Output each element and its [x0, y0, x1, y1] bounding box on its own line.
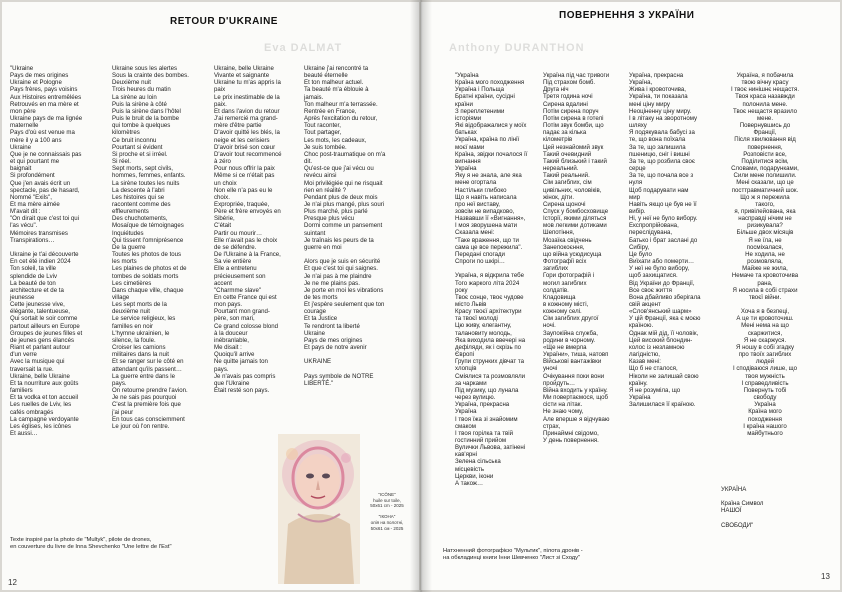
page-title: RETOUR D'UKRAINE [170, 16, 278, 27]
poem-ending: УКРАЇНА Країна Символ НАШОЇ СВОБОДИ" [721, 486, 764, 529]
poem-column-3: Ukraine, belle Ukraine Vivante et saignante Ukraine tu m'as appris la paix Le prix inestimable de la paix. Et dans l'avion du retour J'ai remercié ma grand- mère d'être partie D'avoir quitté les blés, la neige et les cerisiers D'avoir brisé son cœur D'avoir tout recommencé à zéro Pour nous offrir la paix Même si ce n'était pas un choix Non elle n'a pas eu le choix. Expropriée, traquée, Père et frère envoyés en Sibérie, C'était Partir ou mourir… Elle n'avait pas le choix de se défendre. De l'Ukraine à la France, Sa vie entière Elle a entretenu précieusement son accent "Charmme slave" En cette France qui est mon pays. Pourtant mon grand- père, son mari, Ce grand colosse blond à la douceur inébranlable, Me disait : Quoiqu'il arrive Ne quitte jamais ton pays. Je n'avais pas compris que l'Ukraine Était resté son pays. [214, 65, 282, 395]
ghost-author-name: Anthony DURANTHON [449, 42, 585, 54]
poem-column-3: Україна, прекрасна Україна, Жива і кровоточива, Україна, ти показала мені ціну миру Неоціненну ціну миру. І в літаку на зворотному шляху Я подякувала бабусі за те, що вона поїхала За те, що залишила пшеницю, сніг і вишні За те, що розбила своє серце За те, що почала все з нуля Щоб подарувати нам мир Навіть якщо це був не її вибір. Ні, у неї не було вибору. Експропрійована, переслідувана, Батько і брат заслані до Сибіру, Це було Виїхати або померти… У неї не було вибору, щоб захищатися. Від України до Франції, Все своє життя Вона дбайливо зберігала свій акцент «Слов'янський шарм» У цій Франції, яка є моєю країною. Однак мій дід, її чоловік, Цей високий блондин- колос із незламною лагідністю, Казав мені: Що б не сталося, Ніколи не залишай свою країну. Я не розуміла, що Україна Залишилася її країною. [629, 72, 701, 409]
poem-column-1: "Ukraine Pays de mes origines Ukraine et Pologne Pays frères, pays voisins Aux Histoires entremêlées Retrouvés en ma mère et mon père Ukraine pays de ma lignée maternelle Pays d'où est venue ma mère il y a 100 ans Ukraine Que je ne connaissais pas et qui pourtant me baignait Si profondément Que j'en avais écrit un spectacle, pas de hasard, Nommé "Exils", Et ma mère aimée M'avait dit : "On dirait que c'est toi qui l'as vécu". Mémoires transmises Transpirations… Ukraine je t'ai découverte En cet été indien 2024 Ton soleil, ta ville splendide de Lviv La beauté de ton architecture et de ta jeunesse Cette jeunesse vive, élégante, talentueuse, Qui sortait le soir comme partout ailleurs en Europe Groupes de jeunes filles et de jeunes gens élancés Riant et parlant autour d'un verre Avec la musique qui traversait la rue. Ukraine, belle Ukraine Et ta nourriture aux goûts familiers Et ta vodka et ton accueil Les ruelles de Lviv, les cafés ombragés La campagne verdoyante Les églises, les icônes Et aussi… [10, 65, 83, 437]
icon-painting [278, 434, 360, 584]
poem-column-4: Україна, я побачила твою вічну красу І твоє нинішнє нещастя. Твоя краса назавжди полонила мене. Твоє нещастя вразило мене. Повернувшись до Франції, Після хвилювання від повернення, Розповісти все, Поділитися всім, Словами, подарунками, Сили мене полишили. Мені сказали, що це посттравматичний шок. Що ж я пережила такого, я, привілейована, яка насправді нічим не ризикувала? Більше двох місяців Я не їла, не посміхалася, Не ходила, не розмовляла, Майже не жила, Немаче та кровоточива рана, Я носила в собі страхи твоєї війни. Хоча я в безпеці, А це ти кровоточиш. Мені нема на що скаржитися, Я не скаржуся. Я ношу в собі згадку про твоїх загиблих людей І сподіваюся лише, що твоя мужність І справедливість Повернуть тобі свободу Україна Країна мого походження І країна нашого майбутнього [730, 72, 800, 437]
left-page [2, 2, 419, 590]
poem-column-4: Ukraine j'ai rencontré ta beauté éternelle Et ton malheur actuel. Ta beauté m'a éblouie à jamais. Ton malheur m'a terrassée. Rentrée en France, Après l'excitation du retour, Tout raconter, Tout partager, Les mots, les cadeaux, Je suis tombée. Choc post-traumatique on m'a dit. Qu'est-ce que j'ai vécu ou revécu ainsi Moi privilégiée qui ne risquait rien en réalité ? Pendant plus de deux mois Je n'ai plus mangé, plus souri Plus marché, plus parlé Presque plus vécu Dormi comme un pansement suintant Je traînais les peurs de ta guerre en moi Alors que je suis en sécurité Et que c'est toi qui saignes. Je n'ai pas à me plaindre Je ne me plains pas. Je porte en moi les vibrations de tes morts Et j'espère seulement que ton courage Et ta Justice Te rendront ta liberté Ukraine Pays de mes origines Et pays de notre avenir UKRAINE Pays symbole de NOTRE LIBERTÉ." [304, 65, 386, 387]
poem-column-2: Ukraine sous les alertes Sous la crainte des bombes. Deuxième nuit Trois heures du matin La sirène au loin Puis la sirène à côté Puis la sirène dans l'hôtel Puis le bruit de la bombe qui tombe à quelques kilomètres Ce bruit inconnu Pourtant si évident Si proche et si irréel. Si réel. Sept morts, sept civils, hommes, femmes, enfants. La sirène toutes les nuits La descente à l'abri Les histoires qui se racontent comme des effleurements Des chuchotements, Mosaïque de témoignages Inquiétudes Qui tissent l'omniprésence De la guerre Toutes les photos de tous les morts Les plaines de photos et de tombes de soldats morts Les cimetières Dans chaque ville, chaque village Les sept morts de la deuxième nuit Le service religieux, les familles en noir L'hymne ukrainien, le silence, la foule. Croiser les camions militaires dans la nuit Et se ranger sur le côté en attendant qu'ils passent… La guerre entre dans le pays. On retourne prendre l'avion. Je ne sais pas pourquoi C'est la première fois que j'ai peur En tous cas consciemment Le jour où l'on rentre. [112, 65, 189, 430]
photo-credit-caption: Натхненний фотографією "Мультик", пілота дронів - на обкладинці книги Інни Шевченко "Лист зі Сходу" [443, 548, 583, 561]
photo-credit-caption: Texte inspiré par la photo de "Multyk", pilote de drones, en couverture du livre de Inna Shevchenko "Une lettre de l'Est" [10, 537, 172, 550]
page-title: ПОВЕРНЕННЯ З УКРАЇНИ [559, 10, 695, 21]
ghost-author-name: Eva DALMAT [264, 42, 343, 54]
right-page [421, 2, 840, 590]
poem-column-1: "Україна Країна мого походження Україна і Польща Братні країни, сусідні країни З переплетеними історіями Які відображалися у моїх батьках Україна, країна по лінії моєї мами Країна, звідки почалося її вигнання Україна Яку я не знала, але яка мене огортала Настільки глибоко Що я навіть написала про неї виставу, зовсім не випадково, Назвавши її «Вигнання», І моя зворушена мати Сказала мені: "Таке враження, що ти сама це все пережила". Передані спогади Спроги по шкірі… Україна, я відкрила тебе Того жаркого літа 2024 року Твоє сонце, твоє чудове місто Львів Красу твоєї архітектури та твоєї молоді Цю живу, елегантну, талановиту молодь, Яка виходила ввечері на дефіляди, як і скрізь по Європі Групи струнких дівчат та хлопців Сміялися та розмовляли за чарками Під музику, що лунала через вулицю. Україна, прекрасна Україна І твоя їжа зі знайомим смаком І твоя горілка та твій гостинний прийом Вулички Львова, затінені кав'ярні Зелена сільська місцевість Церкви, ікони А також… [455, 72, 528, 487]
page-number: 12 [8, 578, 17, 587]
page-number: 13 [821, 572, 830, 581]
painting-image [278, 434, 360, 584]
painting-caption: "ICÔNE" huile sur toile, 50x61 cm - 2025 "ІКОНА" олія на полотні, 50x61 см - 2025 [370, 492, 404, 531]
poem-column-2: Україна під час тривоги Під страхом бомб. Друга ніч Третя година ночі Сирена вдалині Потім сирена поруч Потім сирена в готелі Потім звук бомби, що падає за кілька кілометрів Цей незнайомий звук Такий очевидний Такий близький і такий нереальний. Такий реальний. Сім загиблих, сім цивільних, чоловіків, жінок, діти. Сирена щоночі Спуск у бомбосховище Історії, якими діляться мов легкими дотиками Шепотіння, Мозаїка свідчень Занепокоєння, що війна усюдисуща Фотографії всіх загиблих Гори фотографій і могил загиблих солдатів. Кладовища в кожному місті, кожному селі. Сім загиблих другої ночі. Заупокійна служба, родини в чорному. «Ще не вмерла України», тиша, натовп Військові вантажівки уночі Очікування поки вони пройдуть… Війна входить у країну. Ми повертаємося, щоб сісти на літак. Не знаю чому, Але вперше я відчуваю страх, Принаймні свідомо, У день повернення. [543, 72, 610, 444]
